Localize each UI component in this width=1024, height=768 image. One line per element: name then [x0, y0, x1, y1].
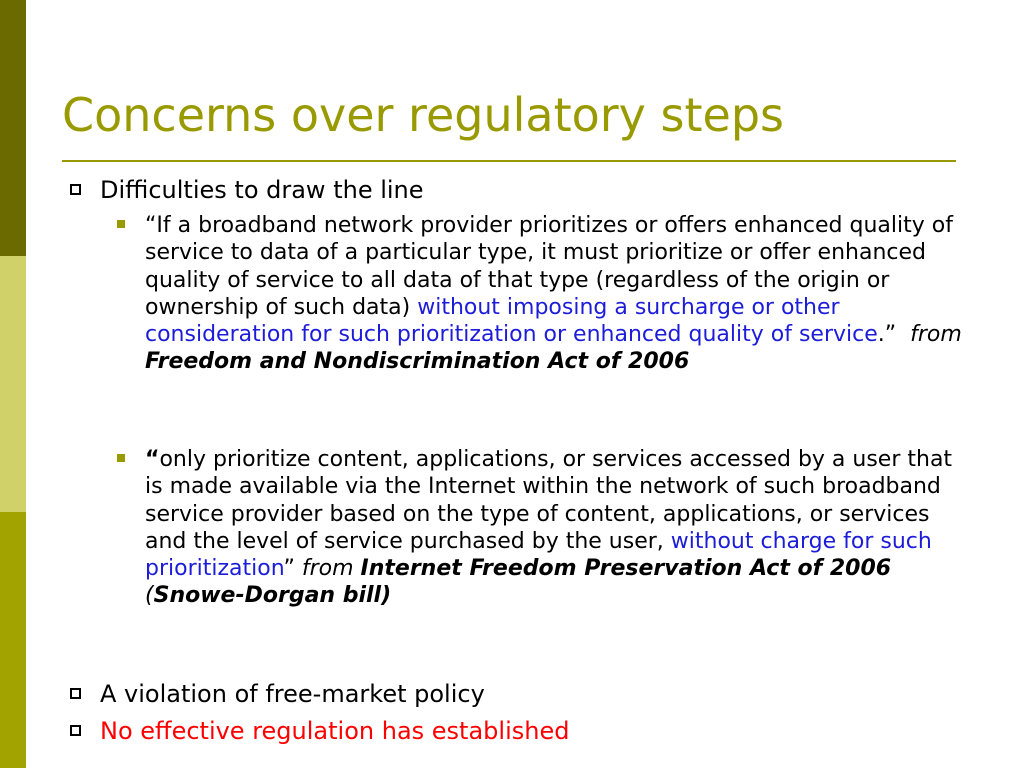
- quote-text: [145, 446, 967, 610]
- filled-square-bullet-icon: [117, 454, 125, 462]
- quote-body: only prioritize content, applications, or services accessed by a user that is made available via the Internet within the network of such broadband service provider based on the type of content, applications, or services and the level of service purchased by the user,: [145, 447, 953, 554]
- from-label: from: [301, 556, 354, 582]
- decorative-bar-bottom: [0, 512, 26, 768]
- bullet-text: No effective regulation has established: [100, 717, 570, 745]
- hollow-square-bullet-icon: [70, 688, 81, 699]
- hollow-square-bullet-icon: [70, 725, 81, 736]
- source-act-name: Internet Freedom Preservation Act of 2006: [360, 556, 892, 582]
- quote-highlight: without charge for such prioritization: [145, 528, 932, 582]
- hollow-square-bullet-icon: [70, 184, 81, 195]
- open-quote-mark: “: [145, 447, 160, 472]
- close-quote-mark: ”: [283, 556, 295, 582]
- slide-title: Concerns over regulatory steps: [62, 88, 784, 142]
- close-quote-mark: .”: [877, 322, 897, 348]
- title-divider: [62, 160, 956, 162]
- quote-freedom-act: [117, 212, 967, 376]
- bill-name: Snowe-Dorgan bill): [153, 583, 392, 609]
- quote-internet-act: [117, 446, 967, 610]
- quote-body: If a broadband network provider prioritizes or offers enhanced quality of service to data of a particular type, it must prioritize or offer enhanced quality of service to all data of that type (regardless of the origin or ownership of such data): [145, 213, 953, 320]
- bullet-text: Difficulties to draw the line: [100, 176, 424, 204]
- filled-square-bullet-icon: [117, 220, 125, 228]
- paren-open: (: [145, 583, 154, 609]
- from-label: from: [910, 322, 962, 348]
- decorative-bar-middle: [0, 256, 26, 512]
- quote-highlight: without imposing a surcharge or other consideration for such prioritization or enhanced quality of service: [145, 294, 878, 348]
- open-quote-mark: “: [145, 213, 157, 238]
- source-act-name: Freedom and Nondiscrimination Act of 2006: [145, 349, 690, 375]
- bullet-text: A violation of free-market policy: [100, 680, 485, 708]
- decorative-bar-top: [0, 0, 26, 256]
- quote-text: [145, 212, 967, 376]
